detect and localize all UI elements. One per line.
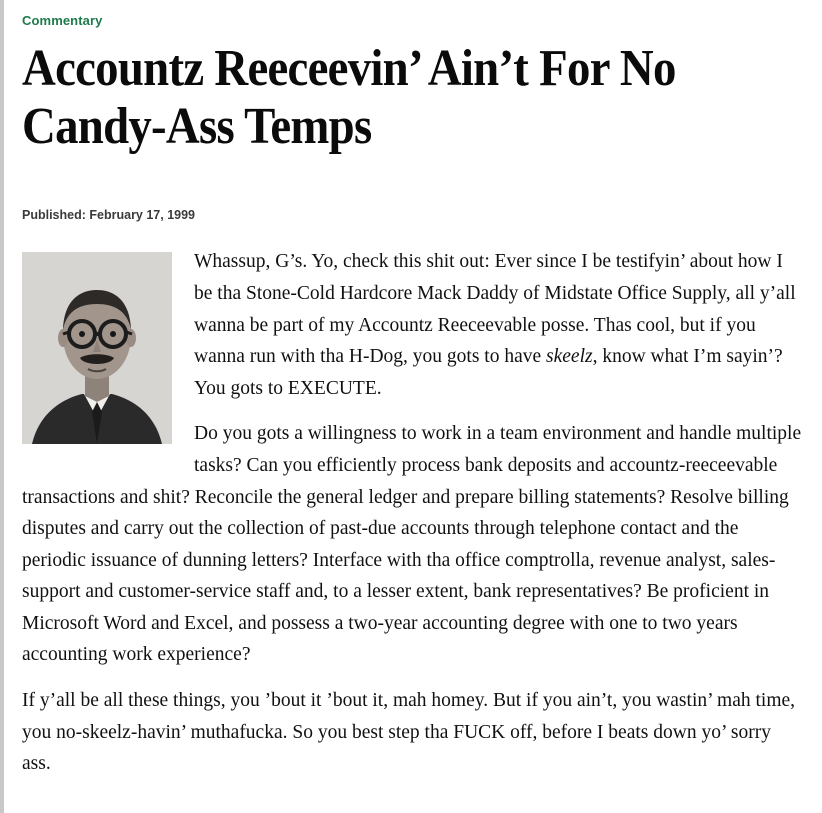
paragraph-segment: If y’all be all these things, you ’bout it ’bout it, mah homey. But if you ain’t, you wastin’ mah time, you no-skeelz-havin’ muthafucka. So you best step tha FUCK off, before I beats down yo’ sorry ass. <box>22 689 796 775</box>
paragraph-segment: Do you gots a willingness to work in a team environment and handle multiple tasks? Can you efficiently process bank deposits and accountz-reeceevable transactions and shit? Reconcile the general ledger and prepare billing statements? Resolve billing disputes and carry out the collection of past-due accounts through telephone contact and the periodic issuance of dunning letters? Interface with tha office comptrolla, revenue analyst, sales-support and customer-service staff and, to a lesser extent, bank representatives? Be proficient in Microsoft Word and Excel, and possess a two-year accounting degree with one to two years accounting work experience? <box>22 423 802 666</box>
portrait-photo <box>22 252 172 444</box>
portrait-illustration <box>22 252 172 444</box>
left-margin-rule <box>0 0 4 813</box>
publish-info <box>22 208 802 222</box>
paragraph <box>22 685 802 780</box>
published-label: Published: <box>22 208 86 223</box>
page-title: Accountz Reeceevin’ Ain’t For No Candy-Ass Temps <box>22 40 676 156</box>
paragraph-segment: Whassup, G’s. Yo, check this shit out: Ever since I be testifyin’ about how I be tha Stone-Cold Hardcore Mack Daddy of Midstate Office Supply, all y’all wanna be part of my Accountz Reeceevable posse. Thas cool, but if you wanna run with tha H-Dog, you gots to have <box>194 251 796 368</box>
paragraph-segment-emphasis: skeelz <box>546 346 593 368</box>
article-kicker[interactable]: Commentary <box>22 13 103 28</box>
paragraph <box>22 418 802 671</box>
article-content <box>22 0 802 794</box>
paragraph-segment: , know what I’m sayin’? You gots to EXECUTE. <box>194 346 783 399</box>
published-date: February 17, 1999 <box>89 208 196 223</box>
article-body <box>22 246 802 779</box>
